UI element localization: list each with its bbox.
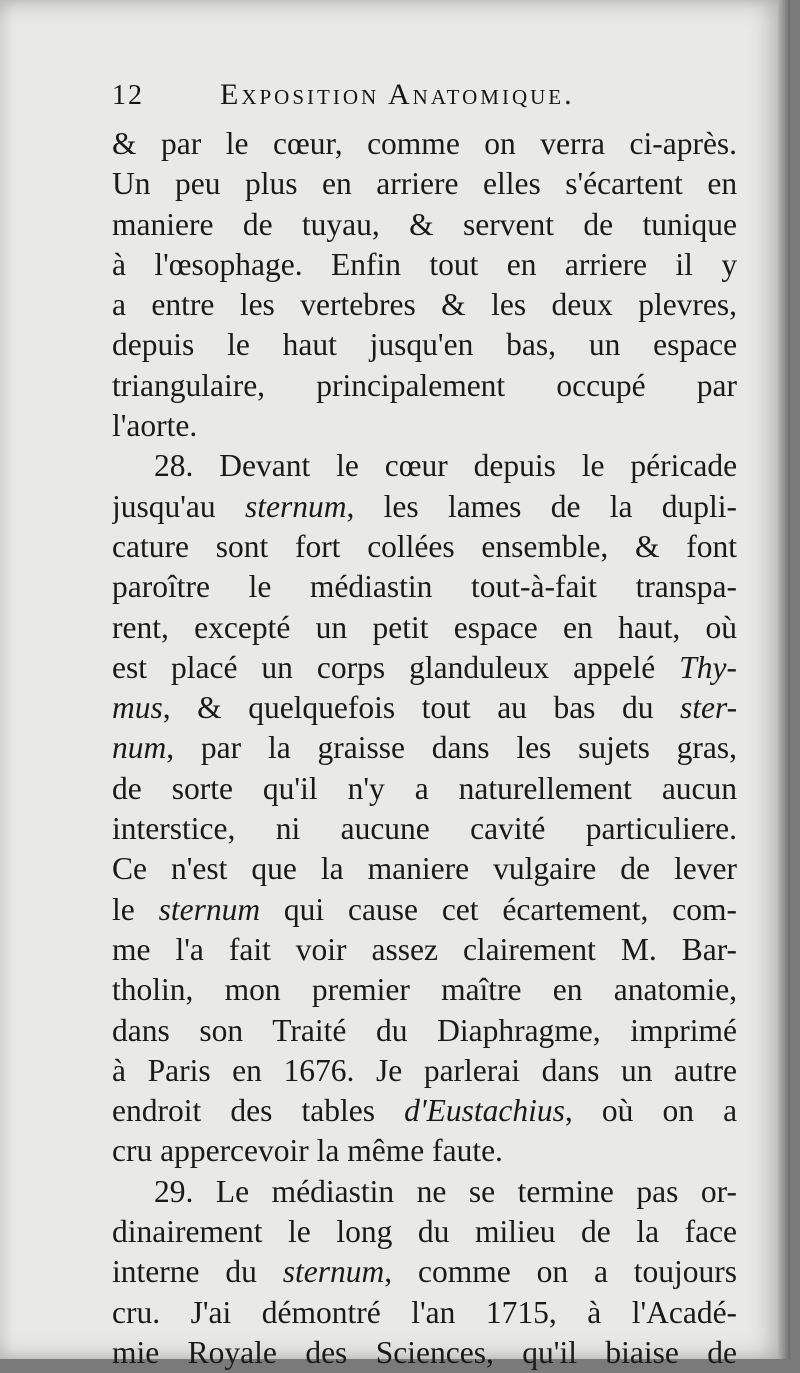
text-line: dinairement le long du milieu de la face — [112, 1214, 737, 1250]
text-line: cru. J'ai démontré l'an 1715, à l'Acadé- — [112, 1294, 737, 1330]
text-line: Un peu plus en arriere elles s'écartent en — [112, 166, 737, 202]
text-line: à l'œsophage. Enfin tout en arriere il y — [112, 246, 737, 282]
text-line: de sorte qu'il n'y a naturellement aucun — [112, 770, 737, 806]
text-line: l'aorte. — [112, 408, 198, 444]
body-text — [112, 124, 737, 1373]
text-line: paroître le médiastin tout-à-fait transpa- — [112, 569, 737, 605]
text-line: num, par la graisse dans les sujets gras, — [112, 730, 737, 766]
text-line: dans son Traité du Diaphragme, imprimé — [112, 1012, 737, 1048]
text-line: cature sont fort collées ensemble, & font — [112, 528, 737, 564]
text-line: cru appercevoir la même faute. — [112, 1133, 503, 1169]
text-line: maniere de tuyau, & servent de tunique — [112, 206, 737, 242]
text-line: mie Royale des Sciences, qu'il biaise de — [112, 1334, 737, 1370]
text-line: mus, & quelquefois tout au bas du ster- — [112, 690, 737, 726]
text-line: jusqu'au sternum, les lames de la dupli- — [112, 488, 737, 524]
text-line: Ce n'est que la maniere vulgaire de lever — [112, 851, 737, 887]
paragraph-start-line: 29. Le médiastin ne se termine pas or- — [154, 1173, 737, 1209]
text-line: est placé un corps glanduleux appelé Thy- — [112, 649, 737, 685]
running-head: Exposition Anatomique. — [220, 78, 575, 111]
text-line: tholin, mon premier maître en anatomie, — [112, 972, 737, 1008]
text-line: me l'a fait voir assez clairement M. Bar- — [112, 931, 737, 967]
text-line: endroit des tables d'Eustachius, où on a — [112, 1093, 737, 1129]
text-line: & par le cœur, comme on verra ci-après. — [112, 126, 737, 161]
text-line: interstice, ni aucune cavité particuliere. — [112, 811, 737, 847]
text-line: rent, excepté un petit espace en haut, où — [112, 609, 737, 645]
paragraph-start-line: 28. Devant le cœur depuis le péricade — [154, 448, 737, 484]
text-line: à Paris en 1676. Je parlerai dans un autre — [112, 1052, 737, 1088]
text-line: triangulaire, principalement occupé par — [112, 367, 737, 403]
text-line: le sternum qui cause cet écartement, com- — [112, 891, 737, 927]
text-line: interne du sternum, comme on a toujours — [112, 1254, 737, 1290]
page-edge-shadow — [778, 0, 790, 1359]
page-header — [112, 78, 752, 122]
text-line: a entre les vertebres & les deux plevres, — [112, 287, 737, 323]
text-line: depuis le haut jusqu'en bas, un espace — [112, 327, 737, 363]
page-number: 12 — [112, 80, 144, 111]
